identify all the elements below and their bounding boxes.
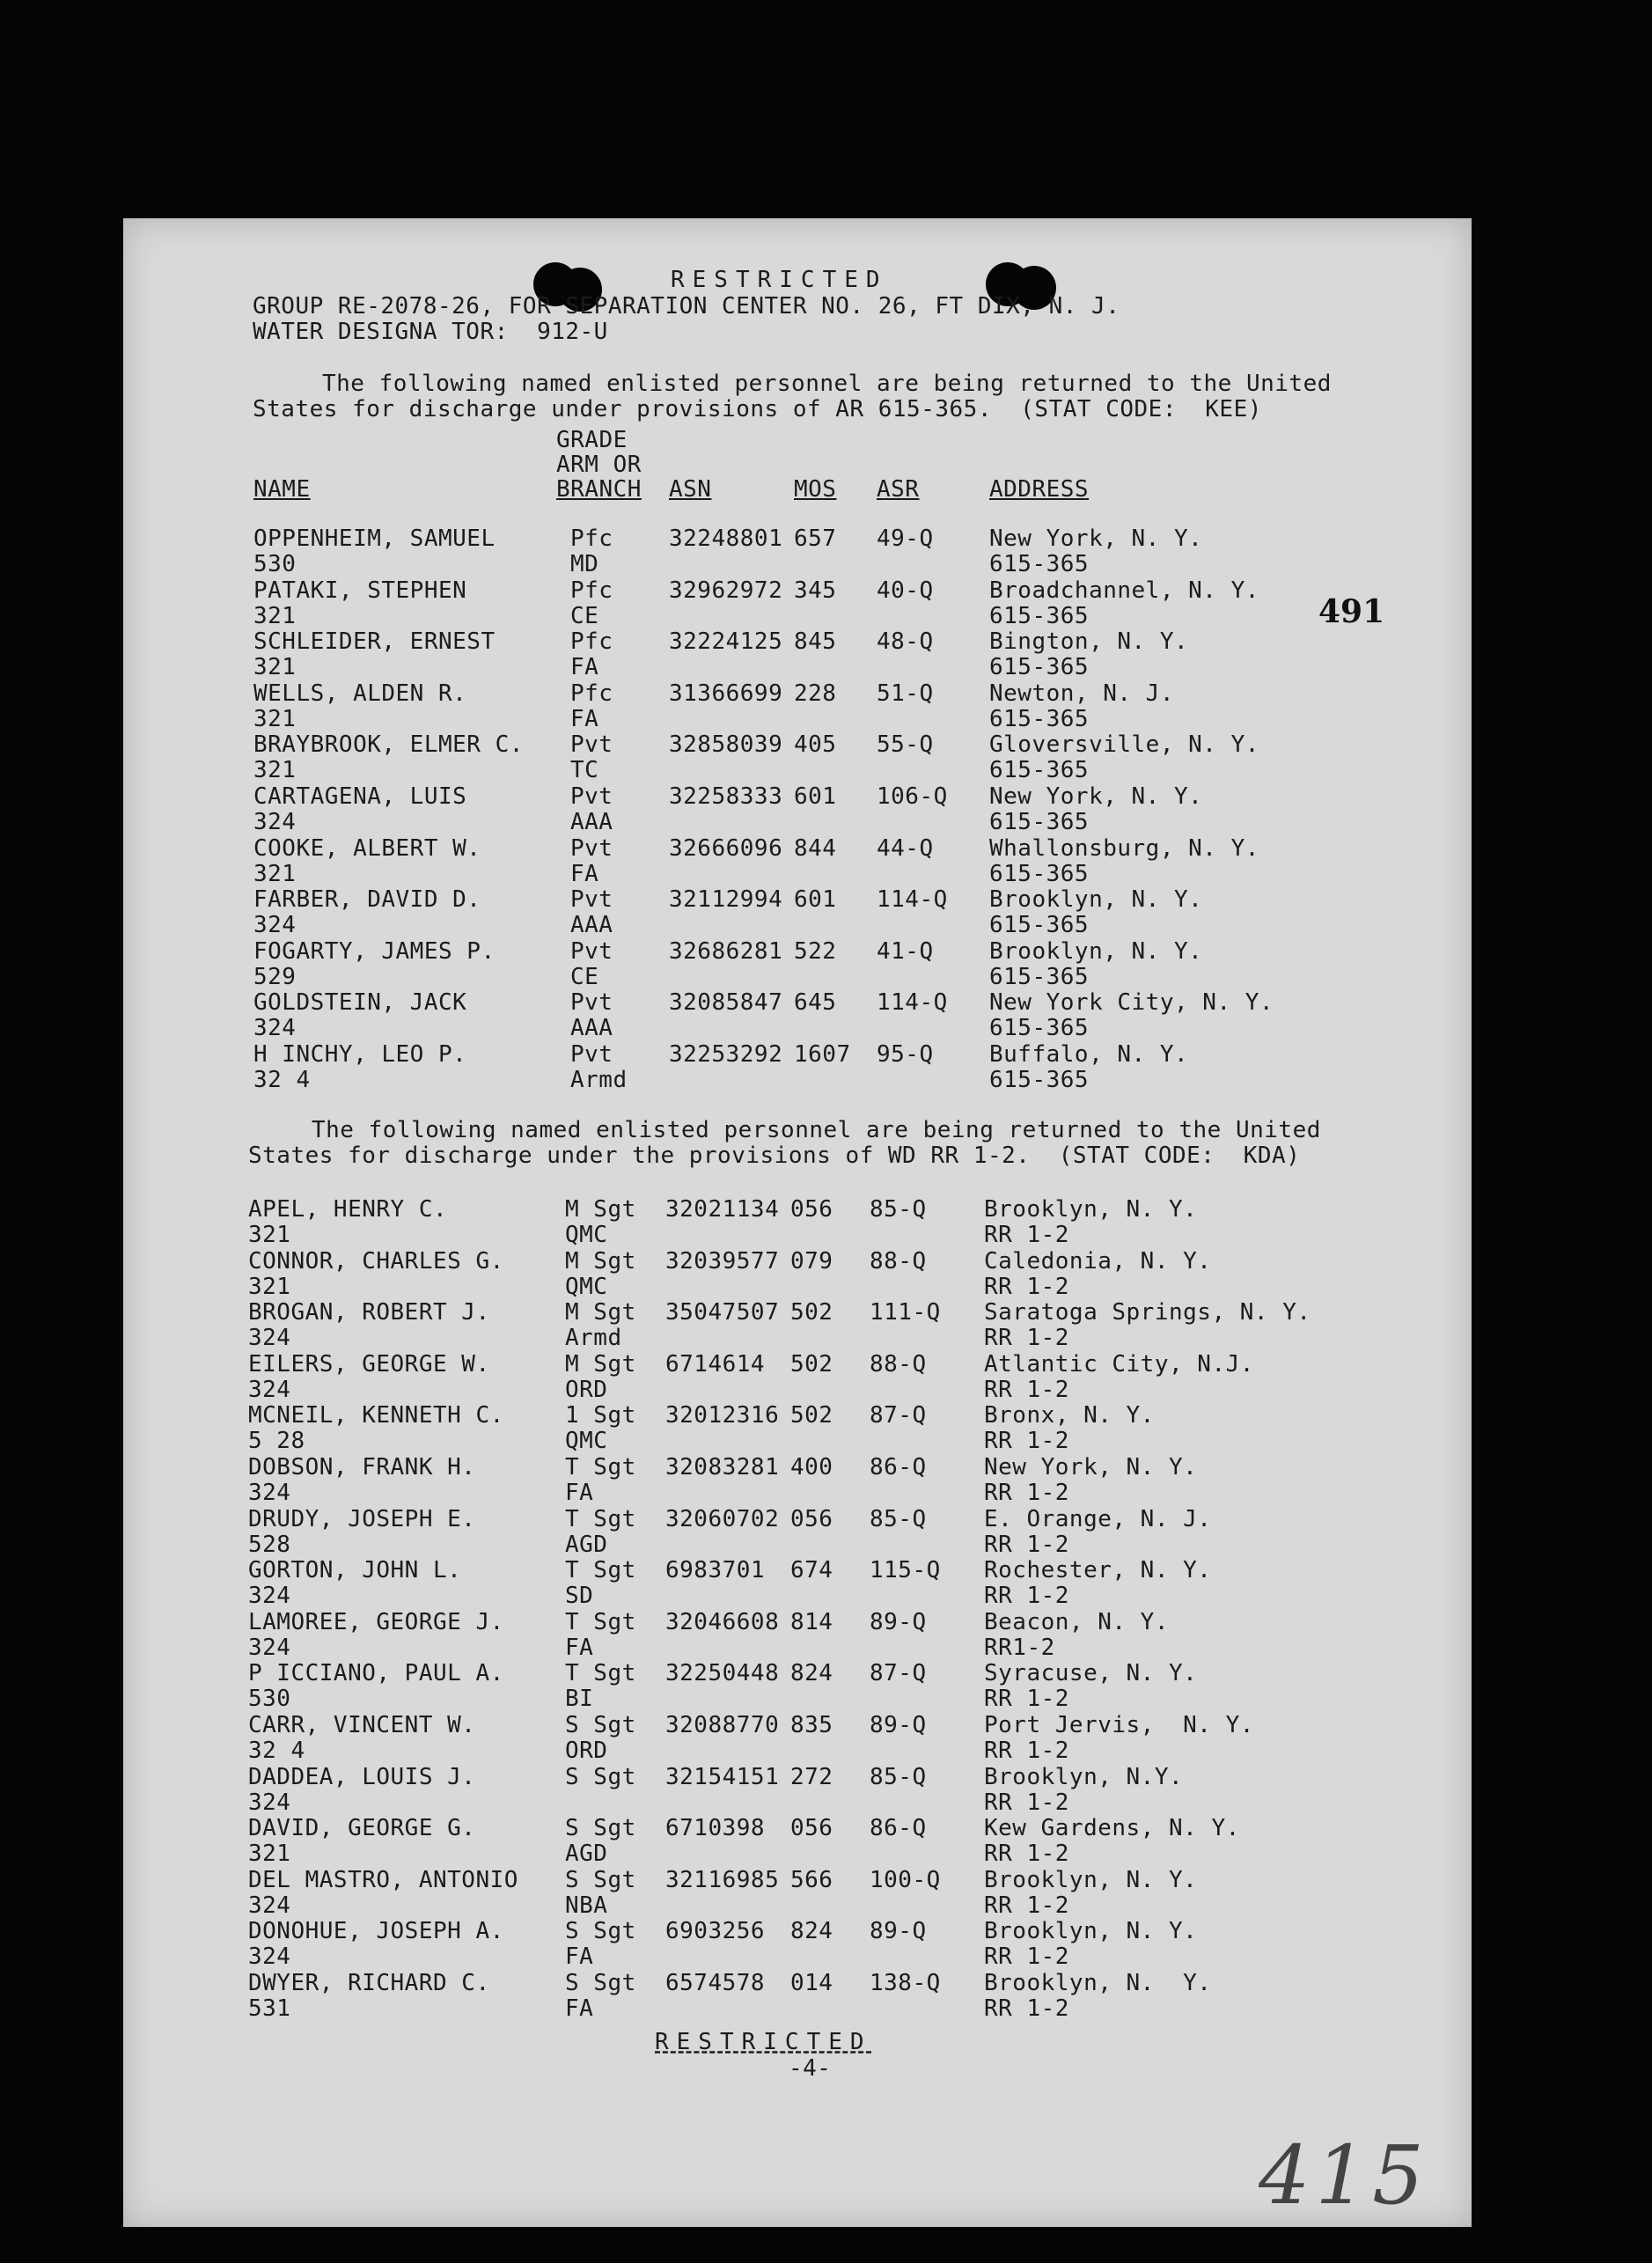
code-cell: 321	[253, 757, 297, 784]
branch-cell: QMC	[565, 1222, 608, 1248]
authority-cell: 615-365	[989, 809, 1090, 835]
col-grade-l1: GRADE	[556, 427, 628, 453]
mos-cell: 502	[790, 1299, 833, 1326]
asn-cell: 32224125	[669, 628, 783, 656]
grade-cell: S Sgt	[565, 1918, 636, 1945]
mos-cell: 079	[790, 1247, 833, 1275]
code-cell: 528	[248, 1531, 291, 1558]
authority-cell: 615-365	[989, 705, 1090, 732]
code-cell: 324	[253, 1015, 297, 1042]
mos-cell: 601	[794, 886, 837, 914]
name-cell: BROGAN, ROBERT J.	[248, 1299, 490, 1326]
address-cell: Caledonia, N. Y.	[984, 1247, 1212, 1275]
table-row	[123, 1352, 1472, 1403]
table-row	[123, 526, 1472, 577]
code-cell: 324	[248, 1583, 291, 1610]
asn-cell: 32060702	[665, 1505, 780, 1532]
branch-cell: CE	[570, 602, 599, 629]
code-cell: 530	[253, 551, 297, 577]
authority-cell: RR 1-2	[984, 1686, 1069, 1713]
branch-cell: AGD	[565, 1841, 608, 1868]
authority-cell: 615-365	[989, 860, 1090, 887]
address-cell: Kew Gardens, N. Y.	[984, 1815, 1240, 1842]
branch-cell: FA	[565, 1480, 594, 1506]
address-cell: Bronx, N. Y.	[984, 1402, 1155, 1429]
asr-cell: 85-Q	[870, 1505, 927, 1532]
table-row	[123, 681, 1472, 732]
authority-cell: RR 1-2	[984, 1995, 1069, 2022]
asr-cell: 55-Q	[877, 731, 934, 759]
authority-cell: 615-365	[989, 912, 1090, 939]
address-cell: E. Orange, N. J.	[984, 1505, 1212, 1532]
grade-cell: S Sgt	[565, 1815, 636, 1842]
name-cell: LAMOREE, GEORGE J.	[248, 1608, 504, 1635]
grade-cell: T Sgt	[565, 1608, 636, 1635]
branch-cell: FA	[565, 1995, 594, 2022]
asr-cell: 86-Q	[870, 1815, 927, 1842]
name-cell: DEL MASTRO, ANTONIO	[248, 1866, 518, 1893]
name-cell: DAVID, GEORGE G.	[248, 1815, 476, 1842]
name-cell: FARBER, DAVID D.	[253, 886, 481, 914]
asn-cell: 32858039	[669, 731, 783, 759]
intro-paragraph-2b: States for discharge under the provisions of WD RR 1-2. (STAT CODE: KDA)	[248, 1143, 1301, 1169]
authority-cell: RR 1-2	[984, 1325, 1069, 1352]
intro-paragraph-1a: The following named enlisted personnel are being returned to the United	[322, 371, 1332, 397]
code-cell: 321	[248, 1222, 291, 1248]
authority-cell: RR 1-2	[984, 1841, 1069, 1868]
asn-cell: 6574578	[665, 1970, 766, 1996]
asn-cell: 32112994	[669, 886, 783, 914]
mos-cell: 814	[790, 1608, 833, 1635]
name-cell: PATAKI, STEPHEN	[253, 577, 467, 604]
code-cell: 324	[248, 1789, 291, 1816]
address-cell: Brooklyn, N. Y.	[984, 1196, 1198, 1223]
name-cell: P ICCIANO, PAUL A.	[248, 1660, 504, 1687]
asr-cell: 41-Q	[877, 937, 934, 965]
branch-cell: TC	[570, 757, 599, 784]
address-cell: New York, N. Y.	[989, 525, 1203, 552]
grade-cell: Pfc	[570, 577, 613, 604]
mos-cell: 272	[790, 1763, 833, 1790]
asr-cell: 106-Q	[877, 783, 948, 810]
grade-cell: Pvt	[570, 989, 613, 1017]
address-cell: Rochester, N. Y.	[984, 1557, 1212, 1584]
asr-cell: 40-Q	[877, 577, 934, 604]
asr-cell: 51-Q	[877, 680, 934, 707]
mos-cell: 645	[794, 989, 837, 1017]
asr-cell: 115-Q	[870, 1557, 941, 1584]
asn-cell: 32154151	[665, 1763, 780, 1790]
name-cell: H INCHY, LEO P.	[253, 1041, 467, 1068]
address-cell: Brooklyn, N.Y.	[984, 1763, 1184, 1790]
asr-cell: 114-Q	[877, 886, 948, 914]
name-cell: APEL, HENRY C.	[248, 1196, 448, 1223]
mos-cell: 844	[794, 834, 837, 862]
asn-cell: 6714614	[665, 1350, 766, 1378]
intro-paragraph-1b: States for discharge under provisions of AR 615-365. (STAT CODE: KEE)	[253, 396, 1262, 422]
branch-cell: QMC	[565, 1273, 608, 1300]
asn-cell: 6983701	[665, 1557, 766, 1584]
asn-cell: 32012316	[665, 1402, 780, 1429]
address-cell: Bington, N. Y.	[989, 628, 1189, 656]
asr-cell: 87-Q	[870, 1402, 927, 1429]
name-cell: CARTAGENA, LUIS	[253, 783, 467, 810]
grade-cell: S Sgt	[565, 1866, 636, 1893]
branch-cell: SD	[565, 1583, 594, 1610]
address-cell: Saratoga Springs, N. Y.	[984, 1299, 1311, 1326]
asr-cell: 111-Q	[870, 1299, 941, 1326]
name-cell: GORTON, JOHN L.	[248, 1557, 462, 1584]
asr-cell: 85-Q	[870, 1763, 927, 1790]
grade-cell: S Sgt	[565, 1712, 636, 1738]
address-cell: Port Jervis, N. Y.	[984, 1712, 1254, 1738]
table-row	[123, 629, 1472, 680]
name-cell: BRAYBROOK, ELMER C.	[253, 731, 524, 759]
table-row	[123, 784, 1472, 835]
authority-cell: 615-365	[989, 963, 1090, 990]
address-cell: New York, N. Y.	[984, 1454, 1198, 1481]
page-stamp-number: 491	[1318, 593, 1385, 630]
table-row	[123, 887, 1472, 938]
name-cell: DRUDY, JOSEPH E.	[248, 1505, 476, 1532]
code-cell: 531	[248, 1995, 291, 2022]
branch-cell: ORD	[565, 1376, 608, 1403]
code-cell: 324	[253, 912, 297, 939]
mos-cell: 566	[790, 1866, 833, 1893]
grade-cell: Pvt	[570, 834, 613, 862]
mos-cell: 405	[794, 731, 837, 759]
authority-cell: RR 1-2	[984, 1943, 1069, 1971]
asn-cell: 31366699	[669, 680, 783, 707]
group-line: GROUP RE-2078-26, FOR SEPARATION CENTER NO. 26, FT DIX, N. J.	[253, 293, 1120, 320]
table-row	[123, 1765, 1472, 1816]
grade-cell: Pfc	[570, 628, 613, 656]
name-cell: CARR, VINCENT W.	[248, 1712, 476, 1738]
mos-cell: 345	[794, 577, 837, 604]
branch-cell: QMC	[565, 1428, 608, 1455]
asr-cell: 88-Q	[870, 1350, 927, 1378]
authority-cell: 615-365	[989, 602, 1090, 629]
mos-cell: 502	[790, 1350, 833, 1378]
authority-cell: RR 1-2	[984, 1531, 1069, 1558]
grade-cell: T Sgt	[565, 1454, 636, 1481]
table-row	[123, 1249, 1472, 1300]
address-cell: Brooklyn, N. Y.	[984, 1970, 1212, 1996]
mos-cell: 845	[794, 628, 837, 656]
grade-cell: Pfc	[570, 525, 613, 552]
branch-cell: Armd	[565, 1325, 622, 1352]
code-cell: 324	[248, 1325, 291, 1352]
mos-cell: 056	[790, 1505, 833, 1532]
mos-cell: 014	[790, 1970, 833, 1996]
address-cell: Atlantic City, N.J.	[984, 1350, 1254, 1378]
branch-cell: FA	[570, 705, 599, 732]
address-cell: Brooklyn, N. Y.	[989, 886, 1203, 914]
grade-cell: Pvt	[570, 886, 613, 914]
asr-cell: 138-Q	[870, 1970, 941, 1996]
code-cell: 321	[253, 602, 297, 629]
code-cell: 321	[253, 705, 297, 732]
address-cell: Brooklyn, N. Y.	[984, 1866, 1198, 1893]
asn-cell: 32250448	[665, 1660, 780, 1687]
code-cell: 321	[253, 860, 297, 887]
name-cell: WELLS, ALDEN R.	[253, 680, 467, 707]
authority-cell: 615-365	[989, 1015, 1090, 1042]
code-cell: 321	[248, 1841, 291, 1868]
asn-cell: 32039577	[665, 1247, 780, 1275]
mos-cell: 228	[794, 680, 837, 707]
name-cell: DONOHUE, JOSEPH A.	[248, 1918, 504, 1945]
authority-cell: RR 1-2	[984, 1583, 1069, 1610]
asn-cell: 6710398	[665, 1815, 766, 1842]
grade-cell: Pvt	[570, 1041, 613, 1068]
code-cell: 5 28	[248, 1428, 305, 1455]
mos-cell: 674	[790, 1557, 833, 1584]
table-row	[123, 1816, 1472, 1867]
authority-cell: RR 1-2	[984, 1222, 1069, 1248]
address-cell: Beacon, N. Y.	[984, 1608, 1169, 1635]
authority-cell: 615-365	[989, 1067, 1090, 1093]
name-cell: FOGARTY, JAMES P.	[253, 937, 496, 965]
address-cell: Brooklyn, N. Y.	[984, 1918, 1198, 1945]
table-row	[123, 1868, 1472, 1919]
table-row	[123, 1713, 1472, 1764]
restricted-footer: RESTRICTED	[655, 2029, 872, 2055]
name-cell: OPPENHEIM, SAMUEL	[253, 525, 496, 552]
asr-cell: 89-Q	[870, 1608, 927, 1635]
asn-cell: 32046608	[665, 1608, 780, 1635]
name-cell: DADDEA, LOUIS J.	[248, 1763, 476, 1790]
asr-cell: 85-Q	[870, 1196, 927, 1223]
name-cell: COOKE, ALBERT W.	[253, 834, 481, 862]
address-cell: New York, N. Y.	[989, 783, 1203, 810]
name-cell: MCNEIL, KENNETH C.	[248, 1402, 504, 1429]
col-asn: ASN	[669, 476, 712, 503]
table-row	[123, 1919, 1472, 1970]
grade-cell: M Sgt	[565, 1350, 636, 1378]
authority-cell: 615-365	[989, 551, 1090, 577]
branch-cell: ORD	[565, 1738, 608, 1764]
authority-cell: RR1-2	[984, 1634, 1055, 1661]
address-cell: Newton, N. J.	[989, 680, 1174, 707]
col-name: NAME	[253, 476, 311, 503]
authority-cell: RR 1-2	[984, 1376, 1069, 1403]
table-row	[123, 1197, 1472, 1248]
branch-cell: NBA	[565, 1892, 608, 1919]
code-cell: 321	[248, 1273, 291, 1300]
grade-cell: M Sgt	[565, 1299, 636, 1326]
mos-cell: 056	[790, 1196, 833, 1223]
mos-cell: 400	[790, 1454, 833, 1481]
code-cell: 324	[248, 1943, 291, 1971]
mos-cell: 824	[790, 1660, 833, 1687]
name-cell: DWYER, RICHARD C.	[248, 1970, 490, 1996]
asn-cell: 32686281	[669, 937, 783, 965]
asn-cell: 35047507	[665, 1299, 780, 1326]
branch-cell: FA	[565, 1943, 594, 1971]
grade-cell: T Sgt	[565, 1660, 636, 1687]
name-cell: GOLDSTEIN, JACK	[253, 989, 467, 1017]
name-cell: CONNOR, CHARLES G.	[248, 1247, 504, 1275]
asn-cell: 32962972	[669, 577, 783, 604]
asr-cell: 86-Q	[870, 1454, 927, 1481]
table-row	[123, 578, 1472, 629]
water-designator: WATER DESIGNA TOR: 912-U	[253, 319, 608, 345]
asr-cell: 95-Q	[877, 1041, 934, 1068]
asn-cell: 6903256	[665, 1918, 766, 1945]
asr-cell: 89-Q	[870, 1712, 927, 1738]
col-grade-l2: ARM OR	[556, 452, 642, 478]
asr-cell: 89-Q	[870, 1918, 927, 1945]
mos-cell: 522	[794, 937, 837, 965]
code-cell: 32 4	[248, 1738, 305, 1764]
grade-cell: T Sgt	[565, 1557, 636, 1584]
asn-cell: 32258333	[669, 783, 783, 810]
code-cell: 530	[248, 1686, 291, 1713]
handwritten-number: 415	[1259, 2128, 1429, 2223]
asn-cell: 32085847	[669, 989, 783, 1017]
asn-cell: 32253292	[669, 1041, 783, 1068]
asr-cell: 48-Q	[877, 628, 934, 656]
name-cell: SCHLEIDER, ERNEST	[253, 628, 496, 656]
authority-cell: RR 1-2	[984, 1789, 1069, 1816]
col-asr: ASR	[877, 476, 920, 503]
mos-cell: 835	[790, 1712, 833, 1738]
asr-cell: 44-Q	[877, 834, 934, 862]
mos-cell: 502	[790, 1402, 833, 1429]
address-cell: Gloversville, N. Y.	[989, 731, 1259, 759]
restricted-header: RESTRICTED	[671, 267, 888, 293]
authority-cell: 615-365	[989, 654, 1090, 681]
table-row	[123, 732, 1472, 783]
table-row	[123, 1455, 1472, 1506]
authority-cell: RR 1-2	[984, 1738, 1069, 1764]
mos-cell: 824	[790, 1918, 833, 1945]
code-cell: 324	[248, 1376, 291, 1403]
branch-cell: CE	[570, 963, 599, 990]
branch-cell: AAA	[570, 1015, 613, 1042]
branch-cell: AAA	[570, 912, 613, 939]
mos-cell: 601	[794, 783, 837, 810]
col-grade-l3: BRANCH	[556, 476, 642, 503]
code-cell: 324	[248, 1634, 291, 1661]
asn-cell: 32116985	[665, 1866, 780, 1893]
asr-cell: 88-Q	[870, 1247, 927, 1275]
page-number: -4-	[789, 2055, 832, 2082]
mos-cell: 1607	[794, 1041, 851, 1068]
grade-cell: M Sgt	[565, 1247, 636, 1275]
code-cell: 324	[248, 1892, 291, 1919]
col-mos: MOS	[794, 476, 837, 503]
asr-cell: 114-Q	[877, 989, 948, 1017]
address-cell: Syracuse, N. Y.	[984, 1660, 1198, 1687]
table-row	[123, 1403, 1472, 1454]
table-row	[123, 1610, 1472, 1661]
grade-cell: M Sgt	[565, 1196, 636, 1223]
address-cell: Buffalo, N. Y.	[989, 1041, 1189, 1068]
table-row	[123, 1300, 1472, 1351]
code-cell: 324	[248, 1480, 291, 1506]
asn-cell: 32021134	[665, 1196, 780, 1223]
grade-cell: S Sgt	[565, 1970, 636, 1996]
code-cell: 324	[253, 809, 297, 835]
branch-cell: MD	[570, 551, 599, 577]
name-cell: DOBSON, FRANK H.	[248, 1454, 476, 1481]
address-cell: New York City, N. Y.	[989, 989, 1274, 1017]
name-cell: EILERS, GEORGE W.	[248, 1350, 490, 1378]
table-row	[123, 1661, 1472, 1712]
authority-cell: RR 1-2	[984, 1480, 1069, 1506]
authority-cell: RR 1-2	[984, 1892, 1069, 1919]
asn-cell: 32083281	[665, 1454, 780, 1481]
address-cell: Whallonsburg, N. Y.	[989, 834, 1259, 862]
code-cell: 321	[253, 654, 297, 681]
grade-cell: Pfc	[570, 680, 613, 707]
grade-cell: T Sgt	[565, 1505, 636, 1532]
table-row	[123, 1507, 1472, 1558]
grade-cell: Pvt	[570, 783, 613, 810]
document-sheet	[123, 218, 1472, 2227]
code-cell: 32 4	[253, 1067, 311, 1093]
branch-cell: FA	[570, 860, 599, 887]
table-row	[123, 939, 1472, 990]
authority-cell: 615-365	[989, 757, 1090, 784]
mos-cell: 657	[794, 525, 837, 552]
branch-cell: FA	[565, 1634, 594, 1661]
authority-cell: RR 1-2	[984, 1273, 1069, 1300]
mos-cell: 056	[790, 1815, 833, 1842]
grade-cell: Pvt	[570, 731, 613, 759]
table-row	[123, 836, 1472, 887]
table-row	[123, 1971, 1472, 2022]
grade-cell: Pvt	[570, 937, 613, 965]
asr-cell: 87-Q	[870, 1660, 927, 1687]
col-address: ADDRESS	[989, 476, 1090, 503]
table-row	[123, 1558, 1472, 1609]
address-cell: Brooklyn, N. Y.	[989, 937, 1203, 965]
asn-cell: 32666096	[669, 834, 783, 862]
branch-cell: AAA	[570, 809, 613, 835]
asn-cell: 32248801	[669, 525, 783, 552]
asn-cell: 32088770	[665, 1712, 780, 1738]
branch-cell: AGD	[565, 1531, 608, 1558]
asr-cell: 100-Q	[870, 1866, 941, 1893]
table-row	[123, 1042, 1472, 1093]
code-cell: 529	[253, 963, 297, 990]
branch-cell: Armd	[570, 1067, 628, 1093]
address-cell: Broadchannel, N. Y.	[989, 577, 1259, 604]
branch-cell: BI	[565, 1686, 594, 1713]
table-row	[123, 990, 1472, 1041]
grade-cell: 1 Sgt	[565, 1402, 636, 1429]
authority-cell: RR 1-2	[984, 1428, 1069, 1455]
intro-paragraph-2a: The following named enlisted personnel are being returned to the United	[312, 1117, 1321, 1143]
branch-cell: FA	[570, 654, 599, 681]
grade-cell: S Sgt	[565, 1763, 636, 1790]
asr-cell: 49-Q	[877, 525, 934, 552]
